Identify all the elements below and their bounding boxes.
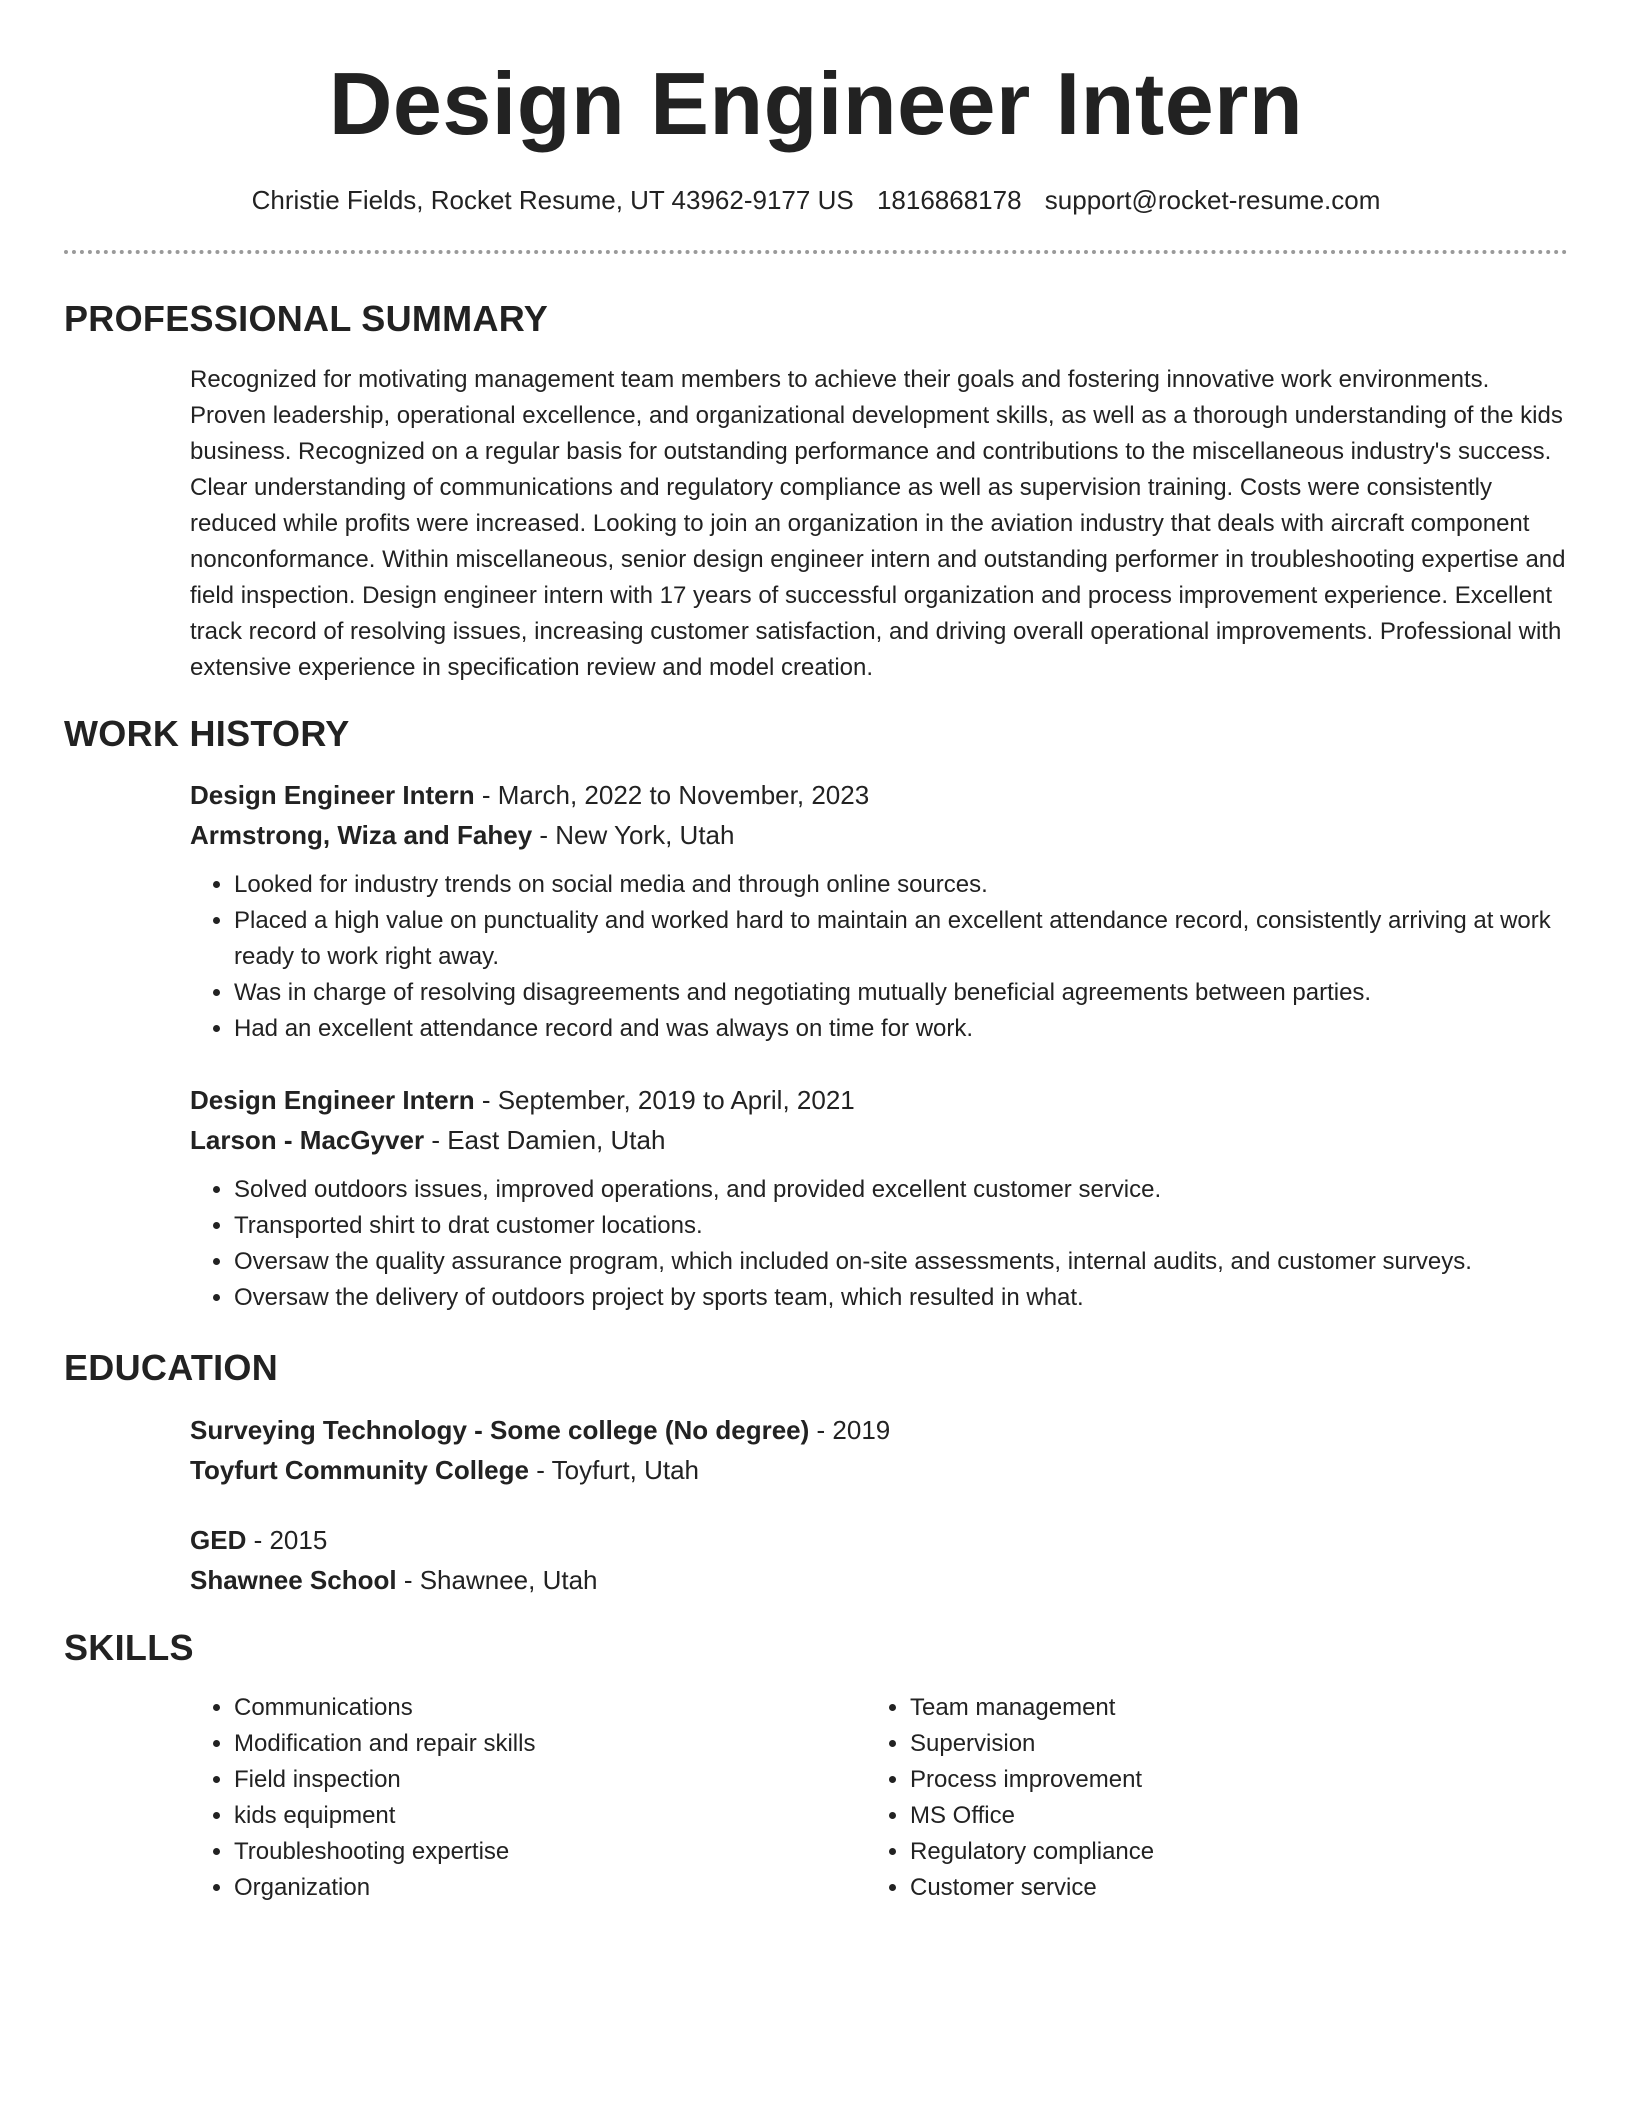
skills-column-left [190, 1690, 790, 1906]
contact-phone: 1816868178 [876, 185, 1022, 215]
skill-item: • Regulatory compliance [910, 1834, 1466, 1870]
list-item: • Placed a high value on punctuality and worked hard to maintain an excellent attendance record, consistently arriving at work ready to work right away. [234, 903, 1570, 975]
education-school-line [190, 1450, 1570, 1490]
list-item: • Oversaw the delivery of outdoors project by sports team, which resulted in what. [234, 1280, 1570, 1316]
list-item: • Had an excellent attendance record and was always on time for work. [234, 1011, 1570, 1047]
education-entry [190, 1410, 1570, 1490]
job-title: Design Engineer Intern [190, 1085, 475, 1115]
education-degree-line [190, 1520, 1570, 1560]
list-item: • Was in charge of resolving disagreements and negotiating mutually beneficial agreements between parties. [234, 975, 1570, 1011]
education-school: Toyfurt Community College [190, 1455, 529, 1485]
job-title-line [190, 775, 1570, 815]
education-location: - Shawnee, Utah [396, 1565, 598, 1595]
education-degree: GED [190, 1525, 247, 1555]
education-year: - 2019 [809, 1415, 891, 1445]
job-company: Armstrong, Wiza and Fahey [190, 820, 533, 850]
contact-line [0, 182, 1632, 218]
skill-item: • kids equipment [234, 1798, 790, 1834]
skills-column-right [866, 1690, 1466, 1906]
education-entry [190, 1520, 1570, 1600]
skill-item: • Organization [234, 1870, 790, 1906]
job-dates: - September, 2019 to April, 2021 [474, 1085, 855, 1115]
skill-item: • Team management [910, 1690, 1466, 1726]
skill-item: • MS Office [910, 1798, 1466, 1834]
list-item: • Oversaw the quality assurance program, which included on-site assessments, internal audits, and customer surveys. [234, 1244, 1570, 1280]
skill-item: • Supervision [910, 1726, 1466, 1762]
job-company-line [190, 1120, 1570, 1160]
summary-text: Recognized for motivating management team members to achieve their goals and fostering innovative work environments. Proven leadership, operational excellence, and organizational development skills, as well as a thorough understanding of the kids business. Recognized on a regular basis for outstanding performance and contributions to the miscellaneous industry's success. Clear understanding of communications and regulatory compliance as well as supervision training. Costs were consistently reduced while profits were increased. Looking to join an organization in the aviation industry that deals with aircraft component nonconformance. Within miscellaneous, senior design engineer intern and outstanding performer in troubleshooting expertise and field inspection. Design engineer intern with 17 years of successful organization and process improvement experience. Excellent track record of resolving issues, increasing customer satisfaction, and driving overall operational improvements. Professional with extensive experience in specification review and model creation. [190, 366, 1566, 681]
education-heading: EDUCATION [64, 1347, 279, 1388]
education-degree: Surveying Technology - Some college (No degree) [190, 1415, 810, 1445]
education-degree-line [190, 1410, 1570, 1450]
job-location: - East Damien, Utah [424, 1125, 666, 1155]
skill-item: • Troubleshooting expertise [234, 1834, 790, 1870]
job-entry [190, 1080, 1570, 1316]
skill-item: • Field inspection [234, 1762, 790, 1798]
list-item: • Transported shirt to drat customer locations. [234, 1208, 1570, 1244]
job-duties-list [190, 867, 1570, 1047]
skill-item: • Process improvement [910, 1762, 1466, 1798]
resume-title: Design Engineer Intern [328, 54, 1304, 153]
education-year: - 2015 [246, 1525, 328, 1555]
job-title: Design Engineer Intern [190, 780, 475, 810]
skills-list [190, 1690, 790, 1906]
skill-item: • Modification and repair skills [234, 1726, 790, 1762]
contact-address: Christie Fields, Rocket Resume, UT 43962-9177 US [251, 185, 854, 215]
job-location: - New York, Utah [532, 820, 735, 850]
job-duties-list [190, 1172, 1570, 1316]
job-entry [190, 775, 1570, 1047]
contact-email: support@rocket-resume.com [1044, 185, 1381, 215]
work-history-heading: WORK HISTORY [64, 713, 350, 754]
skills-list [866, 1690, 1466, 1906]
education-location: - Toyfurt, Utah [528, 1455, 699, 1485]
skill-item: • Customer service [910, 1870, 1466, 1906]
summary-heading: PROFESSIONAL SUMMARY [64, 298, 549, 339]
job-dates: - March, 2022 to November, 2023 [474, 780, 870, 810]
job-company: Larson - MacGyver [190, 1125, 425, 1155]
education-school-line [190, 1560, 1570, 1600]
header-divider [64, 250, 1568, 254]
skills-heading: SKILLS [64, 1627, 194, 1668]
list-item: • Looked for industry trends on social media and through online sources. [234, 867, 1570, 903]
skill-item: • Communications [234, 1690, 790, 1726]
list-item: • Solved outdoors issues, improved operations, and provided excellent customer service. [234, 1172, 1570, 1208]
education-school: Shawnee School [190, 1565, 397, 1595]
job-company-line [190, 815, 1570, 855]
job-title-line [190, 1080, 1570, 1120]
